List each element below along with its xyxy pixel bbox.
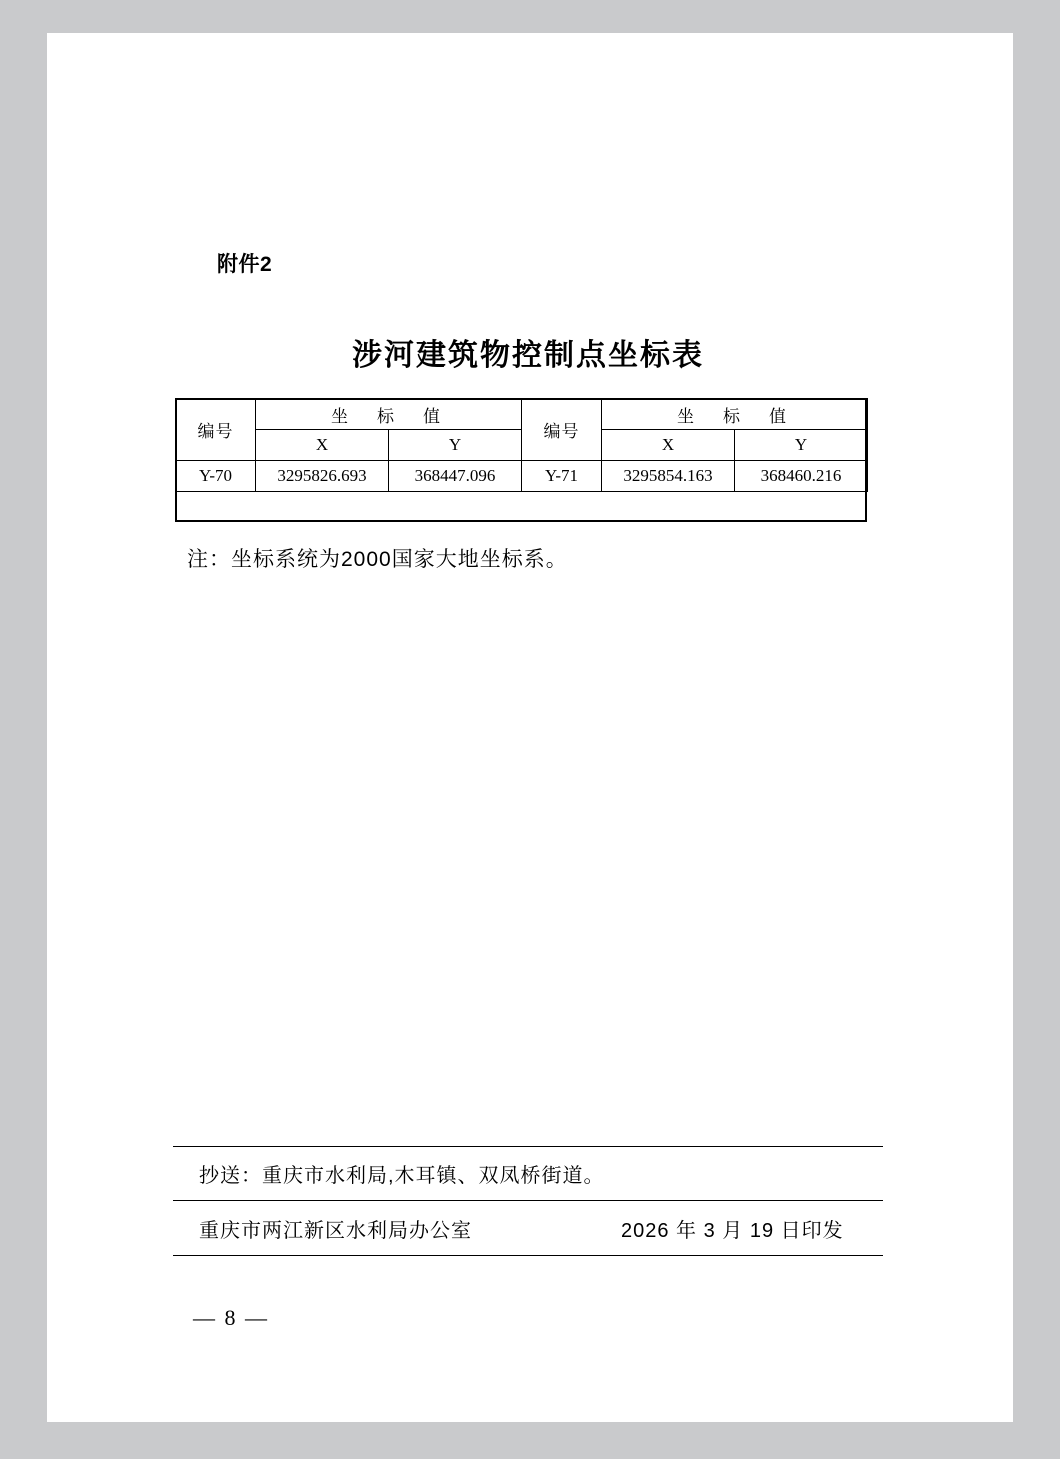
header-id-left: 编号 (176, 399, 256, 461)
page-title: 涉河建筑物控制点坐标表 (352, 339, 704, 372)
header-id-right: 编号 (522, 399, 602, 461)
cell-y-right: 368460.216 (735, 461, 868, 492)
header-x-left: X (256, 430, 389, 461)
cell-x-left: 3295826.693 (256, 461, 389, 492)
cell-id-left: Y-70 (176, 461, 256, 492)
coordinate-system-note: 注：坐标系统为2000国家大地坐标系。 (187, 548, 568, 571)
header-x-right: X (602, 430, 735, 461)
header-y-right: Y (735, 430, 868, 461)
footer-divider-bottom (173, 1255, 883, 1256)
page-number: — 8 — (193, 1305, 269, 1330)
header-y-left: Y (389, 430, 522, 461)
cell-x-right: 3295854.163 (602, 461, 735, 492)
cell-id-right: Y-71 (522, 461, 602, 492)
table-header-row-1 (176, 399, 868, 430)
cc-line: 抄送：重庆市水利局,木耳镇、双凤桥街道。 (199, 1165, 605, 1187)
attachment-label: 附件2 (217, 253, 273, 276)
issuer-office: 重庆市两江新区水利局办公室 (199, 1220, 472, 1242)
coordinate-table (175, 398, 868, 492)
page-content (173, 33, 883, 1422)
document-page (47, 33, 1013, 1422)
cell-y-left: 368447.096 (389, 461, 522, 492)
header-coord-right: 坐 标 值 (602, 399, 868, 430)
footer-divider-middle (173, 1200, 883, 1201)
issue-date: 2026 年 3 月 19 日印发 (621, 1220, 844, 1242)
footer-divider-top (173, 1146, 883, 1147)
table-row (176, 461, 868, 492)
header-coord-left: 坐 标 值 (256, 399, 522, 430)
